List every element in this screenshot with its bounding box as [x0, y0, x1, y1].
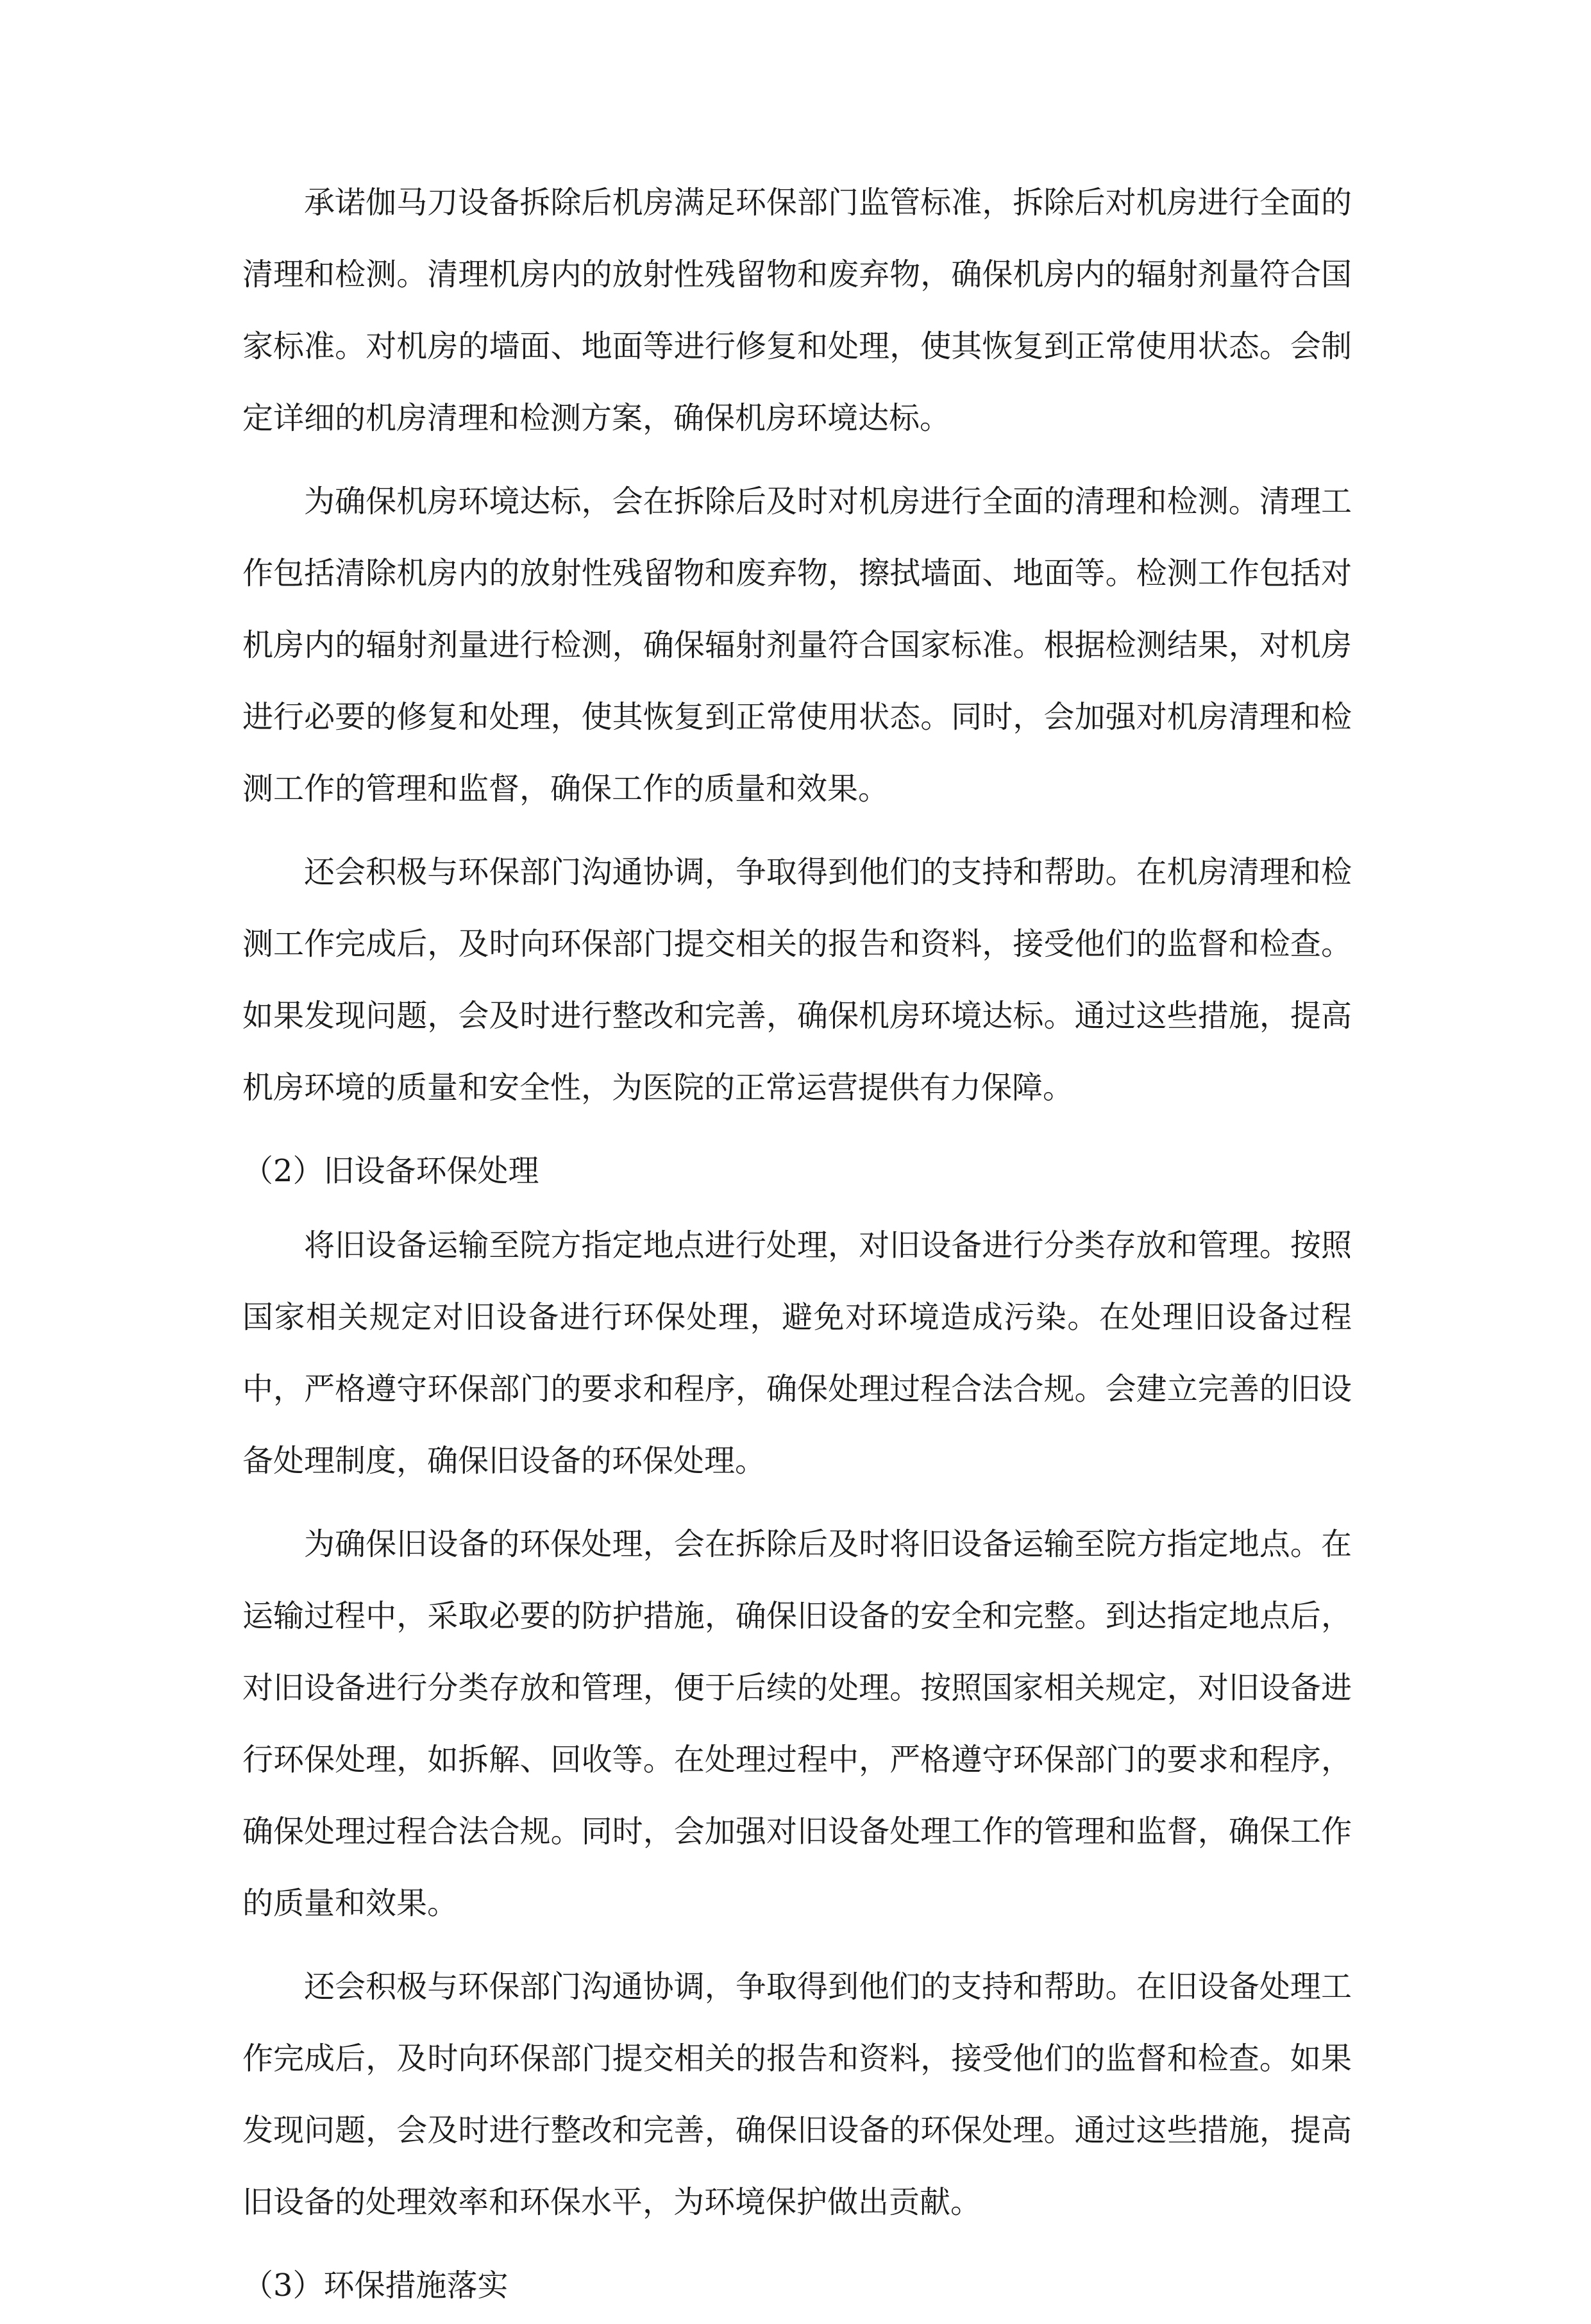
paragraph-old-equipment-overview: 将旧设备运输至院方指定地点进行处理，对旧设备进行分类存放和管理。按照国家相关规定对旧设备进行环保处理，避免对环境造成污染。在处理旧设备过程中，严格遵守环保部门的要求和程序，确保处理过程合法合规。会建立完善的旧设备处理制度，确保旧设备的环保处理。: [242, 1227, 1352, 1479]
paragraph-room-cleanup-details: 为确保机房环境达标，会在拆除后及时对机房进行全面的清理和检测。清理工作包括清除机房内的放射性残留物和废弃物，擦拭墙面、地面等。检测工作包括对机房内的辐射剂量进行检测，确保辐射剂量符合国家标准。根据检测结果，对机房进行必要的修复和处理，使其恢复到正常使用状态。同时，会加强对机房清理和检测工作的管理和监督，确保工作的质量和效果。: [242, 484, 1352, 807]
paragraph-room-cleanup-commitment: 承诺伽马刀设备拆除后机房满足环保部门监管标准，拆除后对机房进行全面的清理和检测。清理机房内的放射性残留物和废弃物，确保机房内的辐射剂量符合国家标准。对机房的墙面、地面等进行修复和处理，使其恢复到正常使用状态。会制定详细的机房清理和检测方案，确保机房环境达标。: [242, 185, 1352, 436]
paragraph-old-equipment-details: 为确保旧设备的环保处理，会在拆除后及时将旧设备运输至院方指定地点。在运输过程中，采取必要的防护措施，确保旧设备的安全和完整。到达指定地点后，对旧设备进行分类存放和管理，便于后续的处理。按照国家相关规定，对旧设备进行环保处理，如拆解、回收等。在处理过程中，严格遵守环保部门的要求和程序，确保处理过程合法合规。同时，会加强对旧设备处理工作的管理和监督，确保工作的质量和效果。: [242, 1526, 1352, 1921]
paragraph-room-cleanup-coordination: 还会积极与环保部门沟通协调，争取得到他们的支持和帮助。在机房清理和检测工作完成后，及时向环保部门提交相关的报告和资料，接受他们的监督和检查。如果发现问题，会及时进行整改和完善，确保机房环境达标。通过这些措施，提高机房环境的质量和安全性，为医院的正常运营提供有力保障。: [242, 854, 1352, 1106]
document-body: [242, 167, 1352, 2324]
section-heading-measures: （3）环保措施落实: [242, 2268, 509, 2303]
section-heading-old-equipment: （2）旧设备环保处理: [242, 1153, 539, 1189]
paragraph-old-equipment-coordination: 还会积极与环保部门沟通协调，争取得到他们的支持和帮助。在旧设备处理工作完成后，及时向环保部门提交相关的报告和资料，接受他们的监督和检查。如果发现问题，会及时进行整改和完善，确保旧设备的环保处理。通过这些措施，提高旧设备的处理效率和环保水平，为环境保护做出贡献。: [242, 1969, 1352, 2220]
